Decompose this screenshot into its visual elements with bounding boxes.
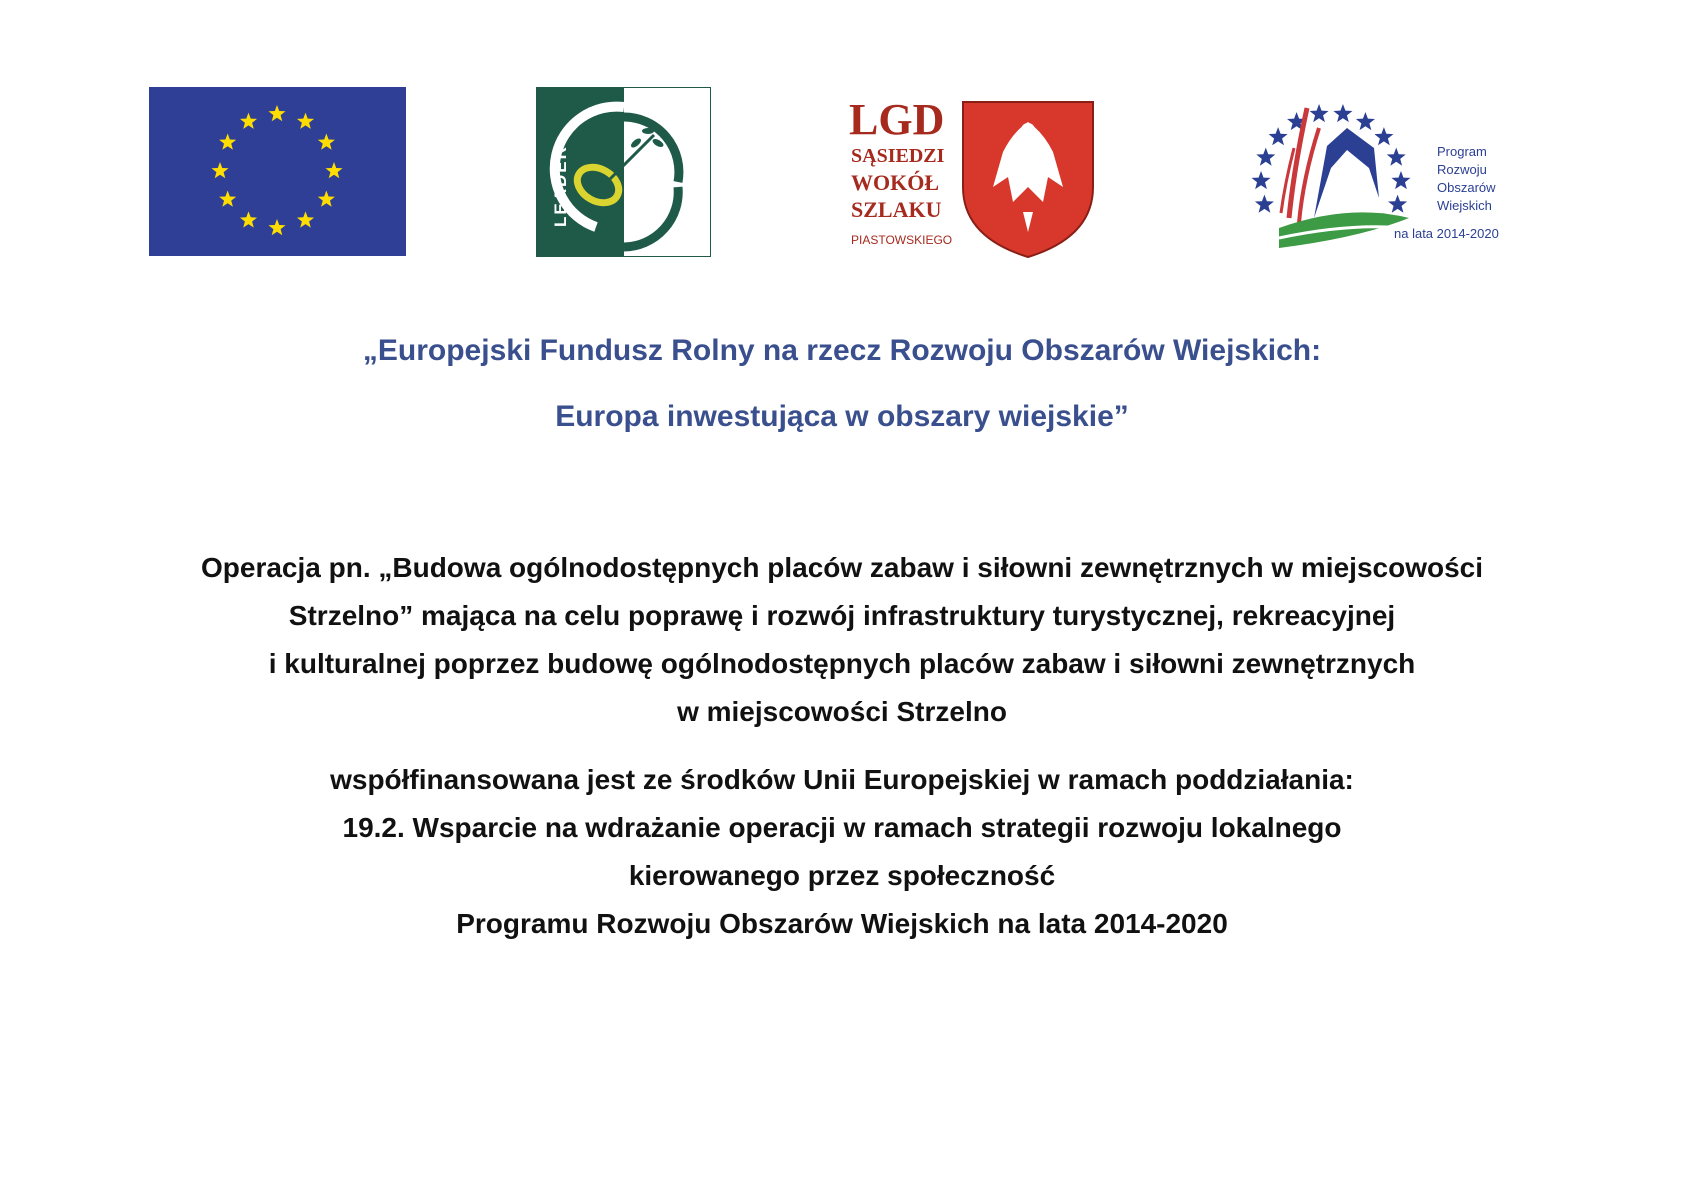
lgd-line-4: SZLAKU (851, 197, 942, 222)
operation-line: i kulturalnej poprzez budowę ogólnodostępnych placów zabaw i siłowni zewnętrznych (268, 648, 1416, 679)
prow-star-icon (1252, 171, 1271, 189)
lgd-line-2: SĄSIEDZI (851, 145, 945, 167)
prow-star-icon (1374, 127, 1393, 145)
prow-star-icon (1333, 104, 1352, 122)
prow-line-3: Obszarów (1437, 180, 1496, 195)
operation-line: w miejscowości Strzelno (677, 696, 1007, 727)
prow-line-2: Rozwoju (1437, 162, 1487, 177)
financing-line: 19.2. Wsparcie na wdrażanie operacji w ramach strategii rozwoju lokalnego (342, 812, 1342, 843)
financing-line: współfinansowana jest ze środków Unii Europejskiej w ramach poddziałania: (330, 764, 1354, 795)
prow-line-4: Wiejskich (1437, 198, 1492, 213)
prow-star-icon (1388, 195, 1407, 213)
prow-star-icon (1391, 171, 1410, 189)
financing-paragraph (0, 756, 1684, 948)
lgd-title: LGD (849, 95, 945, 144)
prow-star-icon (1255, 195, 1274, 213)
eagle-shield-icon (963, 102, 1093, 257)
prow-star-icon (1310, 104, 1329, 122)
lgd-line-5: PIASTOWSKIEGO (851, 233, 953, 247)
operation-line: Operacja pn. „Budowa ogólnodostępnych placów zabaw i siłowni zewnętrznych w miejscowości (200, 552, 1483, 583)
financing-line: Programu Rozwoju Obszarów Wiejskich na lata 2014-2020 (456, 908, 1228, 939)
fund-title-line-2: Europa inwestująca w obszary wiejskie” (555, 400, 1129, 433)
operation-paragraph (0, 544, 1684, 736)
prow-star-icon (1356, 112, 1375, 130)
leader-text: LEADER (551, 145, 570, 227)
prow-period: na lata 2014-2020 (1394, 226, 1499, 241)
prow-star-icon (1387, 148, 1406, 166)
prow-star-icon (1256, 148, 1275, 166)
leader-logo (536, 87, 711, 257)
lgd-logo (843, 92, 1105, 258)
prow-line-1: Program (1437, 144, 1487, 159)
eu-flag-icon (149, 87, 406, 256)
lgd-line-3: WOKÓŁ (851, 170, 940, 195)
operation-line: Strzelno” mająca na celu poprawę i rozwój infrastruktury turystycznej, rekreacyjnej (288, 600, 1396, 631)
fund-title-line-1: „Europejski Fundusz Rolny na rzecz Rozwoju Obszarów Wiejskich: (362, 334, 1322, 367)
financing-line: kierowanego przez społeczność (628, 860, 1056, 891)
prow-logo (1239, 88, 1514, 260)
prow-star-icon (1269, 127, 1288, 145)
